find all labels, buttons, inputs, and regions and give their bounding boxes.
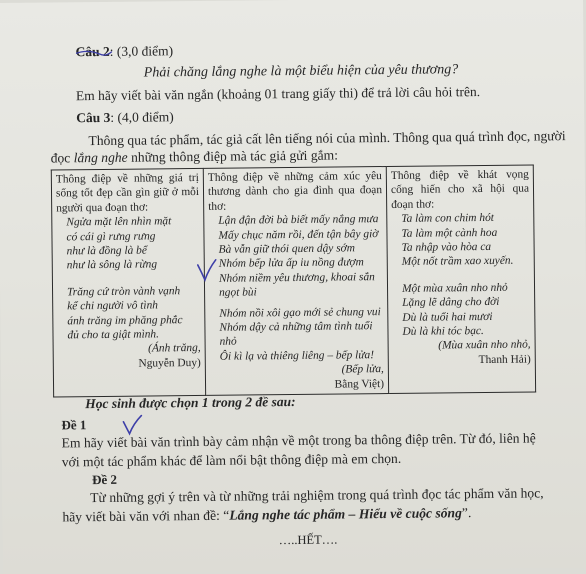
intro-post: những thông điệp mà tác giả gửi gắm:: [127, 147, 339, 165]
verse-line: Ta nhập vào hòa ca: [401, 240, 492, 254]
verse-line: Nhóm bếp lửa ấp iu nồng đượm: [218, 256, 364, 271]
topic-1-label: Đề 1: [61, 417, 87, 433]
verse-line: Ngửa mặt lên nhìn mặt: [66, 215, 172, 229]
verse-line: ánh trăng im phăng phắc: [67, 313, 183, 328]
col2-verse1: [218, 212, 383, 300]
verse-line: Nhóm dậy cả những tâm tình tuổi nhỏ: [219, 320, 373, 349]
topic-2-label: Đề 2: [91, 471, 118, 488]
question-3-header: [76, 109, 174, 126]
col1-verse2: [67, 284, 201, 343]
verse-line: Một nốt trầm xao xuyến.: [401, 255, 514, 269]
col2-verse2: [219, 305, 384, 364]
verse-line: Ta làm con chim hót: [401, 212, 494, 226]
topic-1-body: Em hãy viết bài văn trình bày cảm nhận về một trong ba thông điệp trên. Từ đó, liên hệ với một tác phẩm khác để làm nổi bật thông điệp mà em chọn.: [61, 430, 536, 470]
verse-line: Dù là khi tóc bạc.: [402, 325, 484, 338]
col2-source-author: Bằng Việt): [334, 377, 385, 391]
col3-source-author: Thanh Hải): [478, 353, 531, 366]
topic-2-text: [62, 483, 546, 526]
col3-verse2: [402, 280, 531, 339]
col1-heading: Thông điệp về những giá trị sống tốt đẹp cần gìn giữ ở mỗi người qua đoạn thơ:: [55, 171, 200, 215]
verse-line: Nhóm niềm yêu thương, khoai sắn ngọt bùi: [218, 270, 375, 300]
topic-2-post: ”.: [461, 505, 472, 521]
verse-line: Ôi kì lạ và thiêng liêng – bếp lửa!: [219, 349, 375, 363]
question-3-label: Câu 3: [76, 109, 111, 126]
verse-line: Ta làm một cành hoa: [401, 226, 498, 240]
intro-pre: đọc: [50, 150, 74, 166]
verse-line: Trăng cứ tròn vành vạnh: [66, 285, 181, 299]
verse-line: kể chi người vô tình: [67, 299, 159, 313]
pen-mark-icon: [73, 43, 113, 60]
col3-heading: Thông điệp về khát vọng cống hiến cho xã hội qua đoạn thơ:: [390, 168, 530, 211]
intro-italic: lắng nghe: [73, 149, 128, 166]
verse-line: Lận đận đời bà biết mấy nắng mưa: [218, 213, 379, 227]
topic-2-pre: Từ những gợi ý trên và từ những trải nghiệm trong quá trình đọc tác phẩm văn học, hãy viết bài văn với nhan đề: “: [62, 485, 544, 525]
col2-heading: Thông điệp về những cảm xúc yêu thương dành cho gia đình qua đoạn thơ:: [207, 170, 383, 213]
question-3-intro-line2: [51, 148, 338, 167]
choice-instruction: Học sinh được chọn 1 trong 2 đề sau:: [85, 393, 296, 412]
verse-line: Bà vẫn giữ thói quen dậy sớm: [218, 242, 355, 256]
table-cell-col3: [386, 165, 535, 394]
checkmark-icon: [196, 259, 218, 283]
question-2-prompt: Phải chăng lắng nghe là một biểu hiện của yêu thương?: [143, 62, 459, 81]
table-cell-col2: [203, 167, 388, 396]
message-table: [51, 164, 536, 397]
verse-line: đủ cho ta giật mình.: [67, 328, 160, 342]
verse-line: Mấy chục năm rồi, đến tận bây giờ: [218, 227, 379, 242]
question-2-label: Câu 2: [75, 43, 110, 60]
verse-line: Lặng lẽ dâng cho đời: [402, 296, 500, 310]
checkmark-icon: [121, 414, 143, 438]
topic-2-title: Lắng nghe tác phẩm – Hiểu về cuộc sống: [229, 505, 462, 523]
col3-source-title: (Mùa xuân nho nhỏ,: [438, 338, 531, 352]
verse-line: như là sông là rừng: [66, 258, 158, 272]
question-2-task: Em hãy viết bài văn ngắn (khoảng 01 trang giấy thi) để trả lời câu hỏi trên.: [75, 84, 481, 104]
verse-line: có cái gì rưng rưng: [66, 230, 156, 243]
end-mark: …..HẾT….: [278, 532, 338, 548]
col3-verse1: [401, 211, 530, 270]
col2-source-title: (Bếp lửa,: [341, 363, 384, 376]
table-row: [51, 165, 535, 397]
col1-source-author: Nguyễn Duy): [138, 356, 201, 370]
question-3-intro-line1: Thông qua tác phẩm, tác giả cất lên tiếng nói của mình. Thông qua quá trình đọc, người: [88, 128, 566, 149]
verse-line: Nhóm nồi xôi gạo mới sẻ chung vui: [219, 305, 381, 320]
question-2-points: : (3,0 điểm): [109, 43, 174, 59]
question-3-points: : (4,0 điểm): [110, 109, 174, 125]
col1-source-title: (Ánh trăng,: [148, 342, 201, 355]
verse-line: như là đồng là bể: [66, 244, 147, 258]
verse-line: Dù là tuổi hai mươi: [402, 310, 493, 324]
col1-verse1: [66, 214, 200, 273]
table-cell-col1: [51, 168, 205, 397]
verse-line: Một mùa xuân nho nhỏ: [401, 281, 508, 295]
